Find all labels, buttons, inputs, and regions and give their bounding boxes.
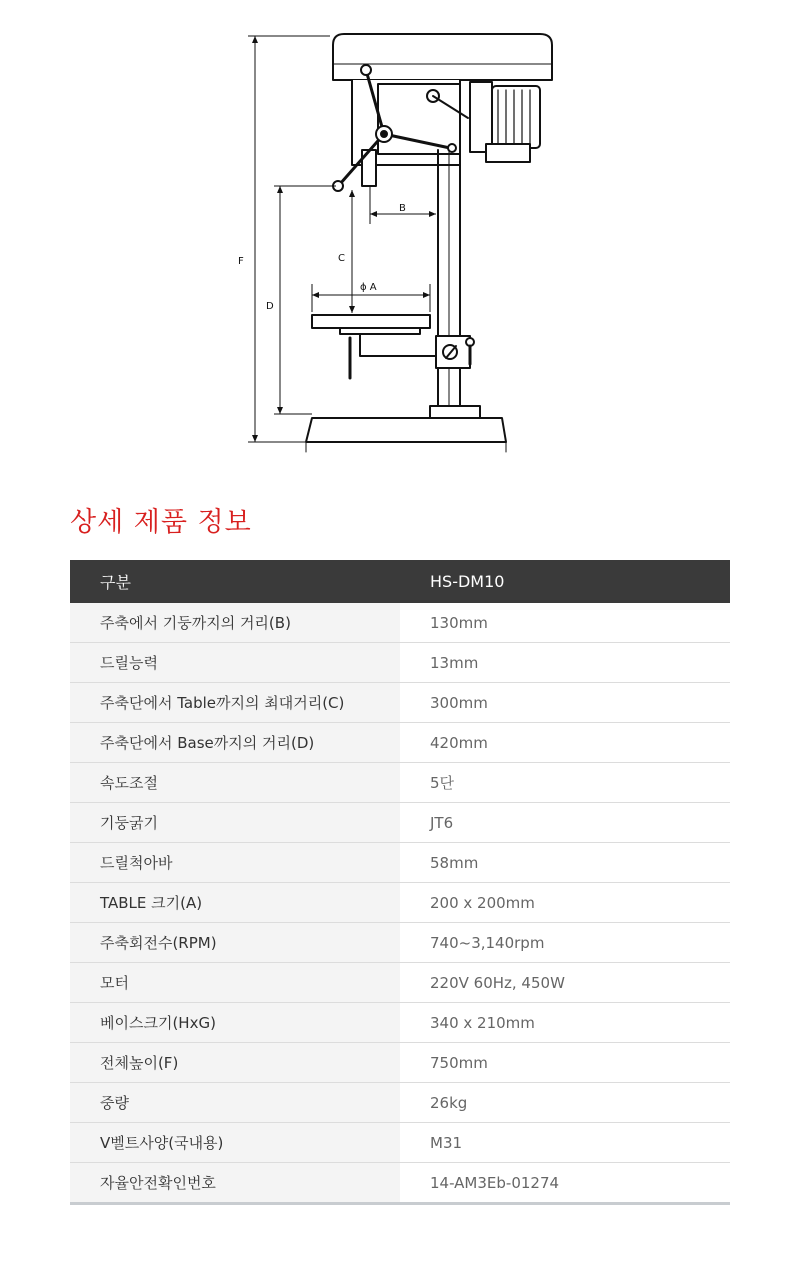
row-value: 750mm (400, 1043, 730, 1083)
table-row (70, 1043, 730, 1083)
table-row (70, 1003, 730, 1043)
table-row (70, 843, 730, 883)
row-label: 자율안전확인번호 (70, 1163, 400, 1204)
row-label: 베이스크기(HxG) (70, 1003, 400, 1043)
table-row (70, 763, 730, 803)
row-label: 드릴척아바 (70, 843, 400, 883)
row-value: 14-AM3Eb-01274 (400, 1163, 730, 1204)
dimension-d-label: D (266, 301, 274, 312)
row-value: 420mm (400, 723, 730, 763)
table-row (70, 1163, 730, 1204)
table-row (70, 723, 730, 763)
row-value: 130mm (400, 603, 730, 643)
dimension-c-label: C (338, 253, 345, 264)
table-row (70, 683, 730, 723)
table-row (70, 1083, 730, 1123)
row-label: TABLE 크기(A) (70, 883, 400, 923)
row-value: 340 x 210mm (400, 1003, 730, 1043)
row-label: 주축단에서 Table까지의 최대거리(C) (70, 683, 400, 723)
row-label: 기둥굵기 (70, 803, 400, 843)
row-label: 주축단에서 Base까지의 거리(D) (70, 723, 400, 763)
dimension-a-label: ϕ A (360, 282, 377, 293)
row-label: 중량 (70, 1083, 400, 1123)
row-value: 13mm (400, 643, 730, 683)
row-value: 200 x 200mm (400, 883, 730, 923)
row-value: M31 (400, 1123, 730, 1163)
header-model: HS-DM10 (400, 560, 730, 603)
spec-table (70, 560, 730, 1205)
row-label: 전체높이(F) (70, 1043, 400, 1083)
row-value: 5단 (400, 763, 730, 803)
row-label: 속도조절 (70, 763, 400, 803)
section-title: 상세 제품 정보 (70, 507, 252, 538)
table-row (70, 803, 730, 843)
table-row (70, 883, 730, 923)
row-value: 26kg (400, 1083, 730, 1123)
drill-press-drawing (0, 0, 800, 480)
row-value: JT6 (400, 803, 730, 843)
table-row (70, 603, 730, 643)
row-value: 58mm (400, 843, 730, 883)
drill-press-diagram (0, 0, 800, 480)
row-label: 주축회전수(RPM) (70, 923, 400, 963)
row-label: 드릴능력 (70, 643, 400, 683)
row-label: V벨트사양(국내용) (70, 1123, 400, 1163)
row-label: 주축에서 기둥까지의 거리(B) (70, 603, 400, 643)
table-row (70, 963, 730, 1003)
row-value: 220V 60Hz, 450W (400, 963, 730, 1003)
row-value: 300mm (400, 683, 730, 723)
table-row (70, 643, 730, 683)
dimension-f-label: F (238, 256, 244, 267)
header-category: 구분 (70, 560, 400, 603)
table-row (70, 923, 730, 963)
row-label: 모터 (70, 963, 400, 1003)
row-value: 740~3,140rpm (400, 923, 730, 963)
table-header-row (70, 560, 730, 603)
table-row (70, 1123, 730, 1163)
dimension-b-label: B (399, 203, 406, 214)
